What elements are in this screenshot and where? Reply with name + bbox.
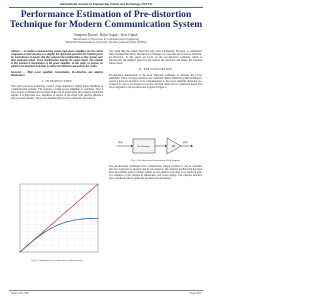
- block-diagram: [115, 133, 195, 159]
- predistortion-text: Pre-distortion linearization is the most important technique to linearize the power amplifiers. It has a strong potential to use wideband signals. Basically in this technique it creates a previous distortion curve complementary to the power amplifier distortion. So, if these two curves are situated in cascade, the final result will be completely linear. The block diagram for the pre-distortion is given in figure 2.: [109, 73, 202, 89]
- introduction-text: This rapid growth in technology created a huge demand for highly linear amplifiers in communication systems. The response of high power amplifiers is nonlinear. Now a days modern communication systems make use of multicarrier and complex modulated signals. It is high time now, amplifiers as drivers of the signal with spectral efficiency and good performance. The power amplifier (PA) is most commonly used device.: [11, 84, 103, 101]
- data-point: [27, 245, 28, 246]
- arrow-head: [165, 145, 167, 147]
- data-point: [90, 190, 91, 191]
- data-point: [20, 252, 21, 253]
- data-point: [74, 220, 75, 221]
- data-point: [98, 218, 99, 219]
- page-number: Page 2091: [190, 292, 201, 295]
- section-heading-introduction: I. INTRODUCTION: [42, 78, 72, 83]
- figure-chart: [12, 180, 102, 258]
- diagram-caption: Fig. 2: Pre-distortion linearization block diagram: [130, 159, 181, 162]
- chart-svg: [12, 180, 102, 258]
- data-point: [59, 218, 60, 219]
- data-point: [98, 184, 99, 185]
- data-point: [35, 238, 36, 239]
- left-column: [11, 50, 103, 102]
- data-point: [51, 224, 52, 225]
- author-list: Sangeeta Rawat¹, Rajni Gupta², Jyoti Gupta³: [73, 33, 138, 37]
- affiliation-line: ¹Department of Electronics & Communication Engineering: [72, 38, 140, 41]
- predistorter-label: Pre-distorter: [137, 145, 151, 148]
- right-column-lower: [109, 165, 202, 182]
- arrow-head: [131, 145, 133, 147]
- data-point: [82, 219, 83, 220]
- abstract: Abstract — In modern communication system, high power amplifiers are the central component as their function is to amplify the signal and generates the requisite power for transmission of signals. But they generate the nonlinearities as they operate near their saturation points. These nonlinearities degrade the output signal. The solution to this problem is linearization of the power amplifier. In this paper we propose an adaptive pre-distortion technique to reduce the distortion and analyze the results.: [11, 50, 103, 69]
- data-point: [82, 197, 83, 198]
- output-label: y(n): [183, 141, 188, 144]
- right-column: [109, 50, 202, 91]
- block-diagram-svg: [115, 133, 195, 159]
- data-point: [66, 211, 67, 212]
- data-point: [66, 221, 67, 222]
- data-point: [51, 228, 52, 229]
- arrow-head: [191, 145, 193, 147]
- journal-header: International Journal of Engineering Trends and Technology (IJETT): [59, 2, 153, 6]
- data-point: [74, 204, 75, 205]
- header-rule: [9, 7, 203, 8]
- input-label: x(n): [118, 141, 123, 144]
- data-point: [43, 231, 44, 232]
- data-point: [90, 218, 91, 219]
- figure-caption: Fig. 1: Output power vs. input power characteristic: [31, 259, 83, 262]
- affiliation: [0, 38, 212, 45]
- keywords: Keywords — High power amplifier, Linearization, Pre-distortion and adaptive linearization.: [11, 70, 103, 77]
- pa-label: PA: [172, 145, 176, 148]
- data-point: [43, 232, 44, 233]
- issn: ISSN: 2231-5381: [11, 292, 30, 295]
- right-column-text: very small then the output signal has only some nonlinearity. However, to compensate these nonlinearities many linearization techniques are used like feed forward, feedback, pre-distortion. In this paper we focus on the pre-distortion technique which is theoretically the simplest approach and reduces the distortion and makes the response almost linear.: [109, 50, 202, 66]
- paper-title: Performance Estimation of Pre-distortion Technique for Modern Communication System: [9, 9, 203, 31]
- data-point: [59, 224, 60, 225]
- predistortion-types-text: The pre-distortion techniques have comparatively simple circuitry; it can be classified into two categories: i) adaptive and ii) non-adaptive. The adaptive predistortion has been most successfully used in cellular system. In non-adaptive type there is no feedback path, it is sensitive to the changes in temperature and power supply. The adaptive structure uses a feedback path to update the pre-distortion parameters.: [109, 165, 202, 181]
- affiliation-line: Maharishi Markandeshwar University, Mullana (Ambala) (HR) (INDIA): [65, 41, 147, 45]
- section-heading-predistortion: II. PRE-DISTORTION: [138, 67, 173, 72]
